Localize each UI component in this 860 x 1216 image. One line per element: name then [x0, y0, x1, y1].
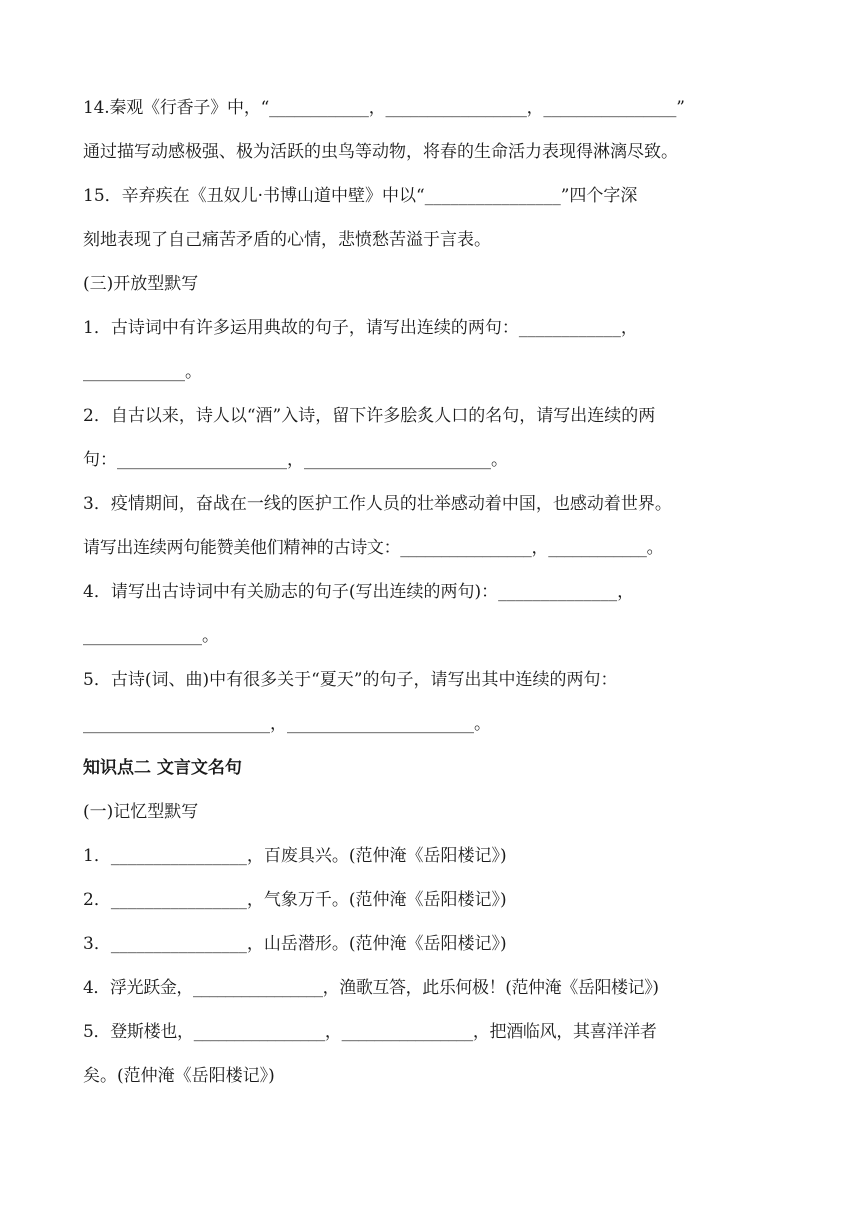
open-q3-line2: 请写出连续两句能赞美他们精神的古诗文：________________，____________。: [83, 538, 664, 558]
memory-q5-line2: 矣。(范仲淹《岳阳楼记》): [83, 1066, 275, 1086]
open-q1-line1: 1．古诗词中有许多运用典故的句子，请写出连续的两句：____________，: [83, 318, 638, 338]
open-q2-line1: 2．自古以来，诗人以“酒”入诗，留下许多脍炙人口的名句，请写出连续的两: [83, 406, 656, 426]
knowledge-point-2-heading: 知识点二 文言文名句: [83, 758, 242, 778]
memory-q5-line1: 5．登斯楼也，________________，________________，把酒临风，其喜洋洋者: [83, 1022, 657, 1042]
open-q5-line1: 5．古诗(词、曲)中有很多关于“夏天”的句子，请写出其中连续的两句：: [83, 670, 618, 690]
open-q4-line1: 4．请写出古诗词中有关励志的句子(写出连续的两句)：______________，: [83, 582, 635, 602]
section-memory-heading: (一)记忆型默写: [83, 802, 199, 822]
open-q2-line2: 句：____________________，______________________。: [83, 450, 508, 470]
open-q1-line2: ____________。: [83, 362, 202, 382]
open-q5-line2: ______________________，______________________。: [83, 714, 491, 734]
memory-q3: 3．________________，山岳潜形。(范仲淹《岳阳楼记》): [83, 934, 507, 954]
q15-line1: 15．辛弃疾在《丑奴儿·书博山道中壁》中以“________________”四个字深: [83, 186, 638, 206]
q14-line1: 14.秦观《行香子》中，“____________，_________________，________________”: [83, 98, 685, 118]
open-q3-line1: 3．疫情期间，奋战在一线的医护工作人员的壮举感动着中国，也感动着世界。: [83, 494, 672, 514]
section-open-heading: (三)开放型默写: [83, 274, 199, 294]
memory-q4: 4．浮光跃金，________________，渔歌互答，此乐何极！(范仲淹《岳阳楼记》): [83, 978, 659, 998]
open-q4-line2: ______________。: [83, 626, 219, 646]
document-page: [83, 86, 783, 1098]
memory-q2: 2．________________，气象万千。(范仲淹《岳阳楼记》): [83, 890, 507, 910]
q14-line2: 通过描写动感极强、极为活跃的虫鸟等动物，将春的生命活力表现得淋漓尽致。: [83, 142, 678, 162]
q15-line2: 刻地表现了自己痛苦矛盾的心情，悲愤愁苦溢于言表。: [83, 230, 491, 250]
memory-q1: 1．________________，百废具兴。(范仲淹《岳阳楼记》): [83, 846, 507, 866]
